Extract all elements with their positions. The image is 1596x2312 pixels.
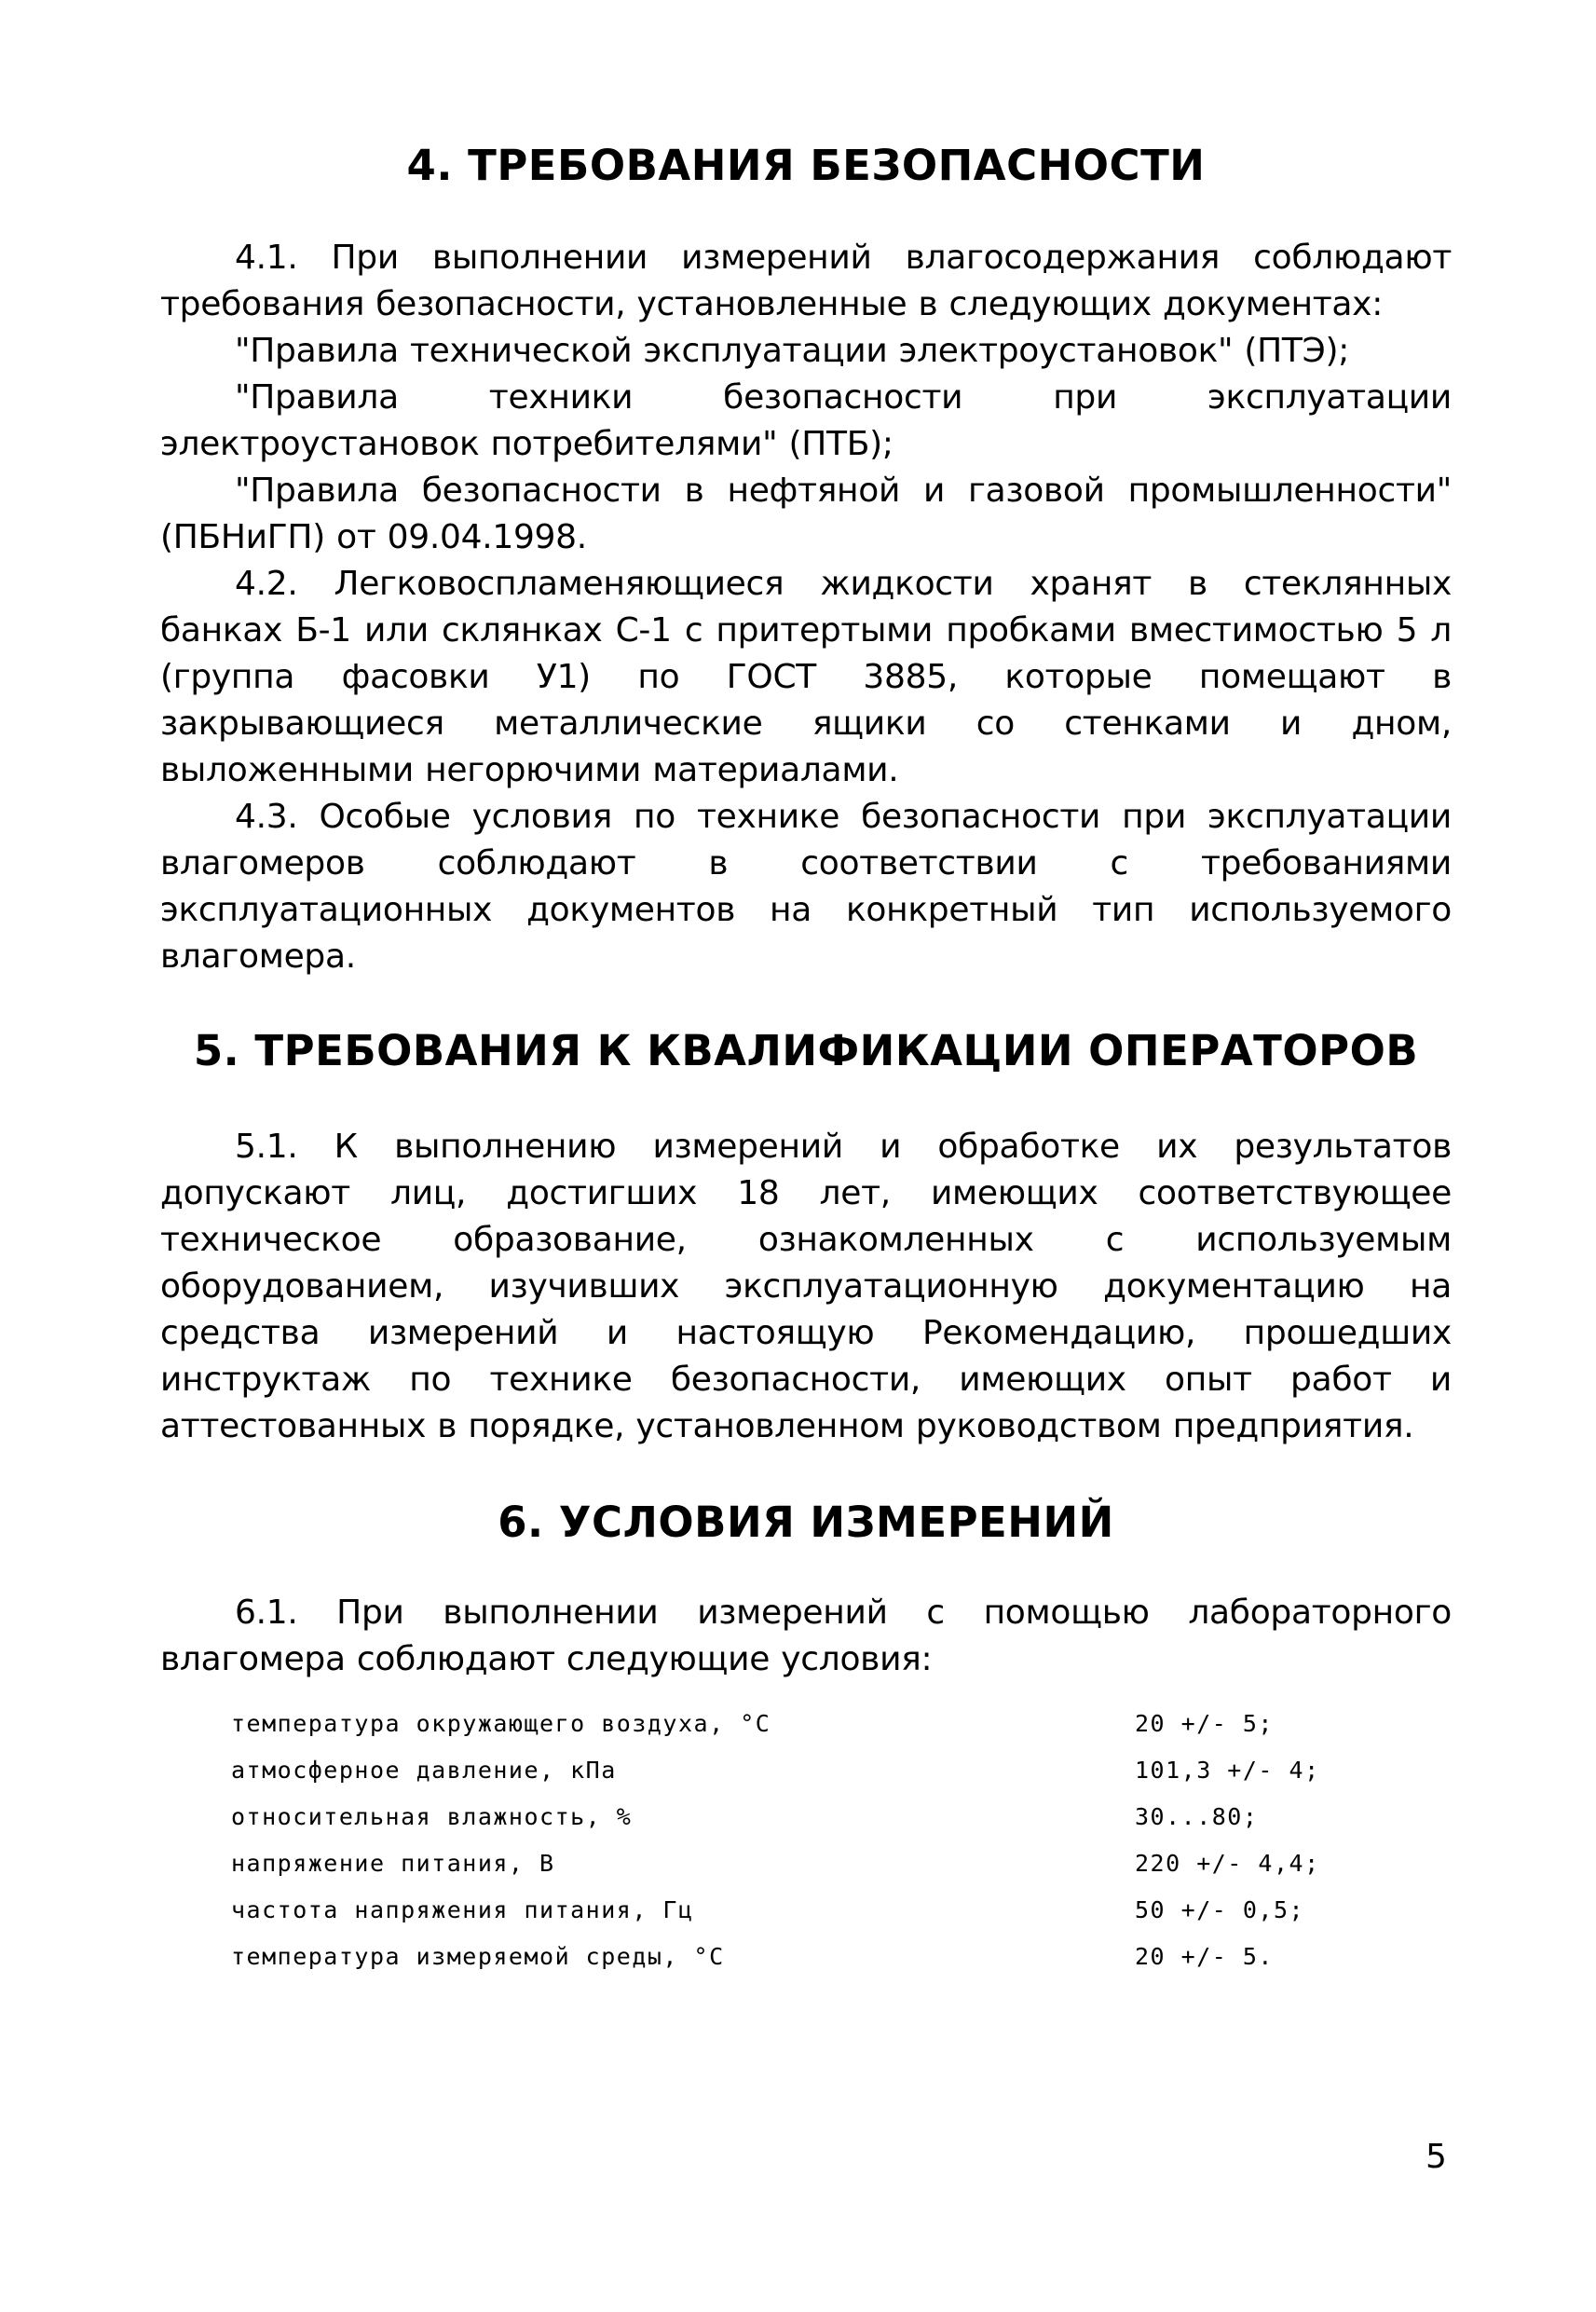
- paragraph-5-1: 5.1. К выполнению измерений и обработке их результатов допускают лиц, достигших 18 лет, имеющих соответствующее техническое образование, ознакомленных с используемым оборудованием, изучивших эксплуатационную документацию на средства измерений и настоящую Рекомендацию, прошедших инструктаж по технике безопасности, имеющих опыт работ и аттестованных в порядке, установленном руководством предприятия.: [160, 1128, 1452, 1445]
- table-row: [231, 1700, 1377, 1746]
- condition-label: частота напряжения питания, Гц: [231, 1895, 694, 1923]
- condition-value: 30...80;: [1135, 1802, 1259, 1830]
- condition-label: относительная влажность, %: [231, 1802, 633, 1830]
- section-4-title: 4. ТРЕБОВАНИЯ БЕЗОПАСНОСТИ: [406, 141, 1206, 190]
- section-5-title: 5. ТРЕБОВАНИЯ К КВАЛИФИКАЦИИ ОПЕРАТОРОВ: [193, 1026, 1419, 1075]
- paragraph-4-1-item-ptb: "Правила техники безопасности при эксплуатации электроустановок потребителями" (ПТБ);: [160, 378, 1452, 463]
- condition-value: 50 +/- 0,5;: [1135, 1895, 1305, 1923]
- condition-value: 20 +/- 5.: [1135, 1942, 1274, 1970]
- condition-value: 220 +/- 4,4;: [1135, 1849, 1320, 1877]
- paragraph-4-1: 4.1. При выполнении измерений влагосодержания соблюдают требования безопасности, установленные в следующих документах:: [160, 239, 1452, 323]
- condition-label: атмосферное давление, кПа: [231, 1756, 617, 1784]
- paragraph-4-1-item-pbnigp: "Правила безопасности в нефтяной и газовой промышленности" (ПБНиГП) от 09.04.1998.: [160, 472, 1452, 556]
- table-row: [231, 1933, 1377, 1979]
- condition-value: 101,3 +/- 4;: [1135, 1756, 1320, 1784]
- document-page: [160, 140, 1452, 1979]
- condition-label: напряжение питания, В: [231, 1849, 555, 1877]
- paragraph-4-2: 4.2. Легковоспламеняющиеся жидкости хранят в стеклянных банках Б-1 или склянках С-1 с притертыми пробками вместимостью 5 л (группа фасовки У1) по ГОСТ 3885, которые помещают в закрывающиеся металлические ящики со стенками и дном, выложенными негорючими материалами.: [160, 565, 1452, 789]
- paragraph-4-1-item-pte: "Правила технической эксплуатации электроустановок" (ПТЭ);: [235, 332, 1350, 370]
- table-row: [231, 1840, 1377, 1886]
- conditions-table: [231, 1700, 1377, 1979]
- table-row: [231, 1793, 1377, 1840]
- page-number: 5: [1425, 2138, 1447, 2176]
- condition-value: 20 +/- 5;: [1135, 1709, 1274, 1737]
- condition-label: температура измеряемой среды, °C: [231, 1942, 725, 1970]
- table-row: [231, 1886, 1377, 1933]
- paragraph-4-3: 4.3. Особые условия по технике безопасности при эксплуатации влагомеров соблюдают в соответствии с требованиями эксплуатационных документов на конкретный тип используемого влагомера.: [160, 798, 1452, 976]
- section-6-title: 6. УСЛОВИЯ ИЗМЕРЕНИЙ: [498, 1498, 1114, 1547]
- table-row: [231, 1746, 1377, 1793]
- condition-label: температура окружающего воздуха, °C: [231, 1709, 771, 1737]
- paragraph-6-1: 6.1. При выполнении измерений с помощью лабораторного влагомера соблюдают следующие условия:: [160, 1594, 1452, 1678]
